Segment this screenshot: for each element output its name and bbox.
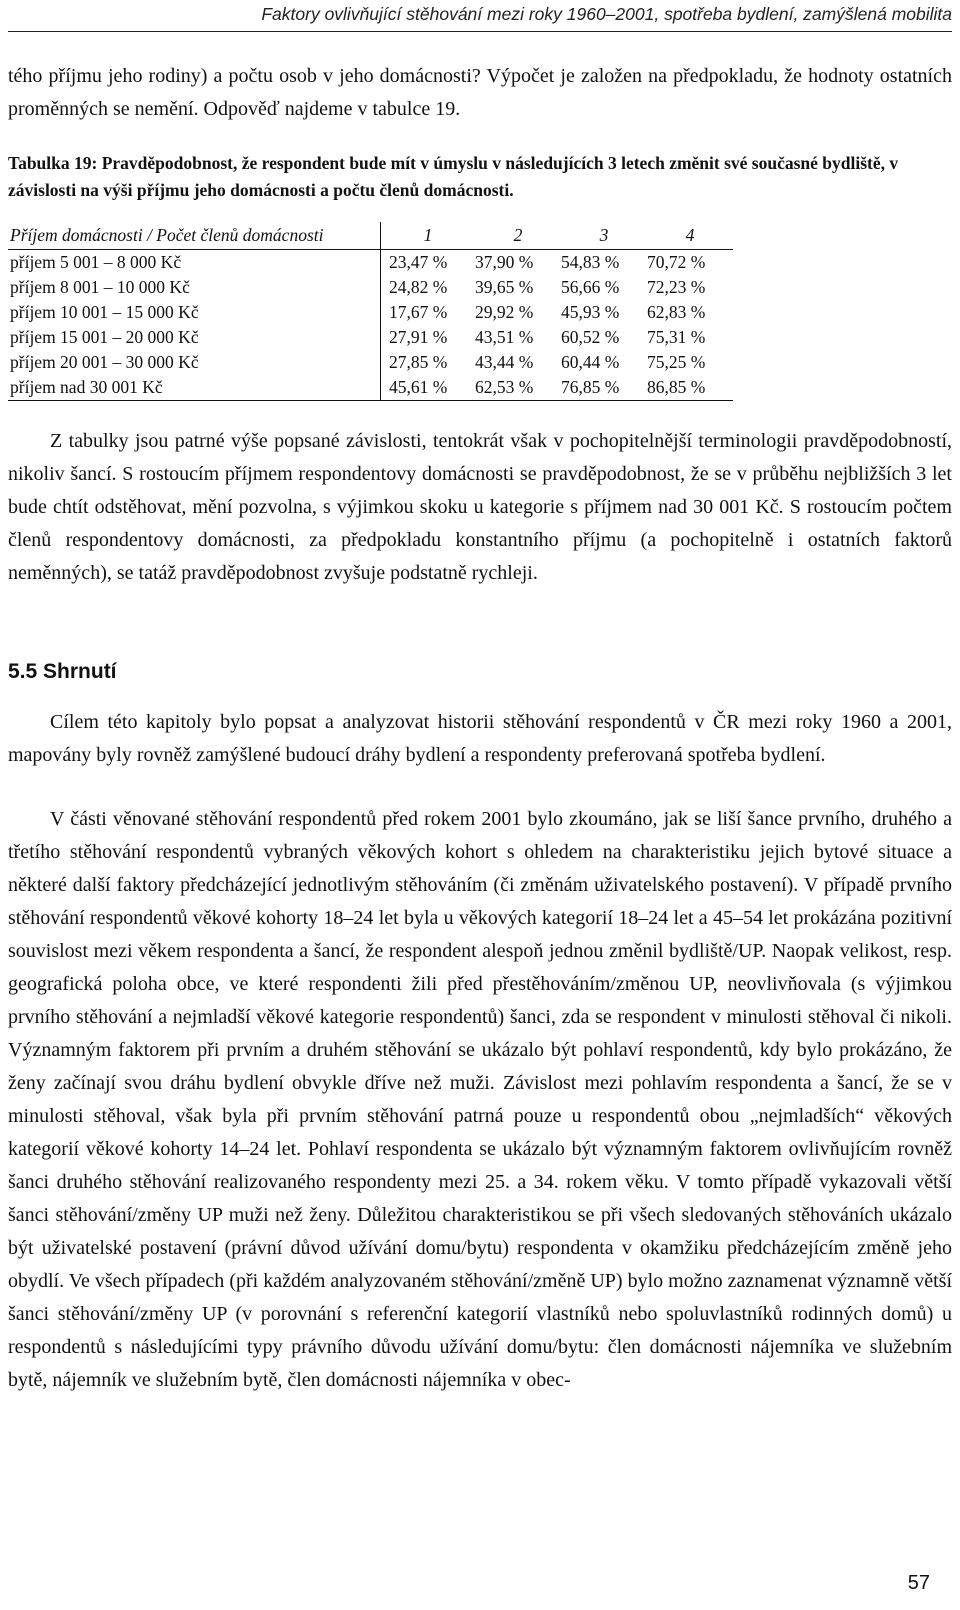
table-cell: 27,85 % bbox=[389, 352, 448, 372]
intro-paragraph: tého příjmu jeho rodiny) a počtu osob v jeho domácnosti? Výpočet je založen na předpokladu, že hodnoty ostatních proměnných se nemění. Odpověď najdeme v tabulce 19. bbox=[8, 65, 952, 120]
table-cell: 60,44 % bbox=[561, 352, 620, 372]
table-row-label: příjem 5 001 – 8 000 Kč bbox=[8, 250, 381, 276]
table-cell: 17,67 % bbox=[389, 302, 448, 322]
table-cell: 39,65 % bbox=[475, 277, 534, 297]
data-table bbox=[8, 222, 733, 401]
table-cell: 24,82 % bbox=[389, 277, 448, 297]
table-cell: 56,66 % bbox=[561, 277, 620, 297]
table-header-label: Příjem domácnosti / Počet členů domácnosti bbox=[8, 222, 381, 250]
table-cell: 62,83 % bbox=[647, 302, 706, 322]
running-head: Faktory ovlivňující stěhování mezi roky 1960–2001, spotřeba bydlení, zamýšlená mobilita bbox=[8, 4, 952, 32]
table-caption: Tabulka 19: Pravděpodobnost, že respondent bude mít v úmyslu v následujících 3 letech změnit své současné bydliště, v závislosti na výši příjmu jeho domácnosti a počtu členů domácnosti. bbox=[8, 153, 899, 200]
table-cell: 75,31 % bbox=[647, 327, 706, 347]
page-number: 57 bbox=[907, 1572, 930, 1594]
table-header-col: 4 bbox=[647, 222, 733, 250]
table-cell: 43,44 % bbox=[475, 352, 534, 372]
table-header-col: 1 bbox=[381, 222, 476, 250]
table-cell: 23,47 % bbox=[389, 252, 448, 272]
table-row-label: příjem nad 30 001 Kč bbox=[8, 375, 381, 401]
table-row-label: příjem 15 001 – 20 000 Kč bbox=[8, 325, 381, 350]
table-cell: 37,90 % bbox=[475, 252, 534, 272]
table-cell: 29,92 % bbox=[475, 302, 534, 322]
table-header-row bbox=[8, 222, 733, 250]
table-cell: 62,53 % bbox=[475, 375, 561, 401]
table-cell: 70,72 % bbox=[647, 252, 706, 272]
summary-paragraph-1: Cílem této kapitoly bylo popsat a analyzovat historii stěhování respondentů v ČR mezi roky 1960 a 2001, mapovány byly rovněž zamýšlené budoucí dráhy bydlení a respondenty preferovaná spotřeba bydlení. bbox=[8, 711, 952, 766]
table-row-label: příjem 20 001 – 30 000 Kč bbox=[8, 350, 381, 375]
table-row bbox=[8, 325, 733, 350]
table-cell: 27,91 % bbox=[389, 327, 448, 347]
section-heading: 5.5 Shrnutí bbox=[8, 660, 117, 683]
table-header-col: 3 bbox=[561, 222, 647, 250]
table-cell: 72,23 % bbox=[647, 277, 706, 297]
table-cell: 60,52 % bbox=[561, 327, 620, 347]
table-header-col: 2 bbox=[475, 222, 561, 250]
table-cell: 76,85 % bbox=[561, 375, 647, 401]
after-table-paragraph: Z tabulky jsou patrné výše popsané závislosti, tentokrát však v pochopitelnější terminologii pravděpodobností, nikoliv šancí. S rostoucím příjmem respondentovy domácnosti se pravděpodobnost, že se v průběhu nejbližších 3 let bude chtít odstěhovat, mění pozvolna, s výjimkou skoku u kategorie s příjmem nad 30 001 Kč. S rostoucím počtem členů respondentovy domácnosti, za předpokladu konstantního příjmu (a pochopitelně i ostatních faktorů neměnných), se tatáž pravděpodobnost zvyšuje podstatně rychleji. bbox=[8, 430, 952, 584]
table-cell: 86,85 % bbox=[647, 375, 733, 401]
table-cell: 54,83 % bbox=[561, 252, 620, 272]
table-row bbox=[8, 375, 733, 401]
table-cell: 45,93 % bbox=[561, 302, 620, 322]
table-row-label: příjem 10 001 – 15 000 Kč bbox=[8, 300, 381, 325]
summary-paragraph-2: V části věnované stěhování respondentů před rokem 2001 bylo zkoumáno, jak se liší šance prvního, druhého a třetího stěhování respondentů vybraných věkových kohort s ohledem na charakteristiku jejich bytové situace a některé další faktory předcházející jednotlivým stěhováním (či změnám uživatelského postavení). V případě prvního stěhování respondentů věkové kohorty 18–24 let byla u věkových kategorií 18–24 let a 45–54 let prokázána pozitivní souvislost mezi věkem respondenta a šancí, že respondent alespoň jednou změnil bydliště/UP. Naopak velikost, resp. geografická poloha obce, ve které respondenti žili před přestěhováním/změnou UP, neovlivňovala (s výjimkou prvního stěhování a nejmladší věkové kategorie respondentů) šanci, zda se respondent v minulosti stěhoval či nikoli. Významným faktorem při prvním a druhém stěhování se ukázalo být pohlaví respondentů, kdy bylo prokázáno, že ženy začínají svou dráhu bydlení obvykle dříve než muži. Závislost mezi pohlavím respondenta a šancí, že se v minulosti stěhoval, však byla při prvním stěhování patrná pouze u respondentů obou „nejmladších“ věkových kategorií věkové kohorty 14–24 let. Pohlaví respondenta se ukázalo být významným faktorem ovlivňujícím rovněž šanci druhého stěhování realizovaného respondenty mezi 25. a 34. rokem věku. V tomto případě vykazovali větší šanci stěhování/změny UP muži než ženy. Důležitou charakteristikou se při všech sledovaných stěhováních ukázalo být uživatelské postavení (právní důvod užívání domu/bytu) respondenta v okamžiku předcházejícím změně jeho obydlí. Ve všech případech (při každém analyzovaném stěhování/změně UP) bylo možno zaznamenat významně větší šanci stěhování/změny UP (v porovnání s referenční kategorií vlastníků nebo spoluvlastníků rodinných domů) u respondentů s následujícími typy právního důvodu užívání domu/bytu: člen domácnosti nájemníka ve služebním bytě, nájemník ve služebním bytě, člen domácnosti nájemníka v obec- bbox=[8, 808, 952, 1391]
table-row bbox=[8, 250, 733, 276]
table-row bbox=[8, 350, 733, 375]
table-row bbox=[8, 300, 733, 325]
table-cell: 75,25 % bbox=[647, 352, 706, 372]
table-row bbox=[8, 275, 733, 300]
table-cell: 43,51 % bbox=[475, 327, 534, 347]
table-cell: 45,61 % bbox=[381, 375, 476, 401]
table-row-label: příjem 8 001 – 10 000 Kč bbox=[8, 275, 381, 300]
